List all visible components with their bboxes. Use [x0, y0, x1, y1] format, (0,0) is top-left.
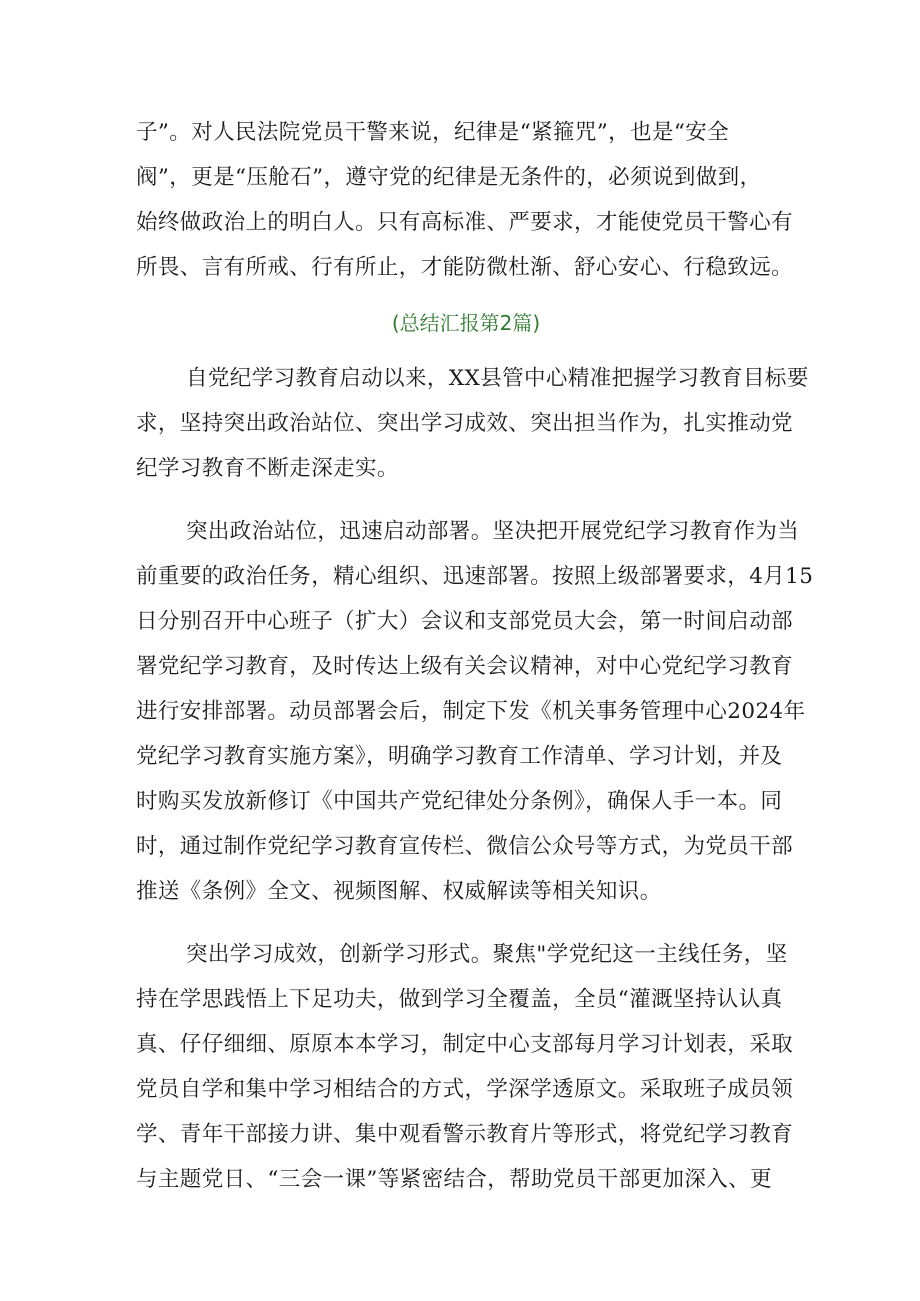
section-heading: (总结汇报第2篇) — [391, 311, 541, 335]
text-line: 所畏、言有所戒、行有所止，才能防微杜渐、舒心安心、行稳致远。 — [136, 255, 794, 280]
text-line: 与主题党日、“三会一课”等紧密结合，帮助党员干部更加深入、更 — [136, 1167, 772, 1192]
text-line: 进行安排部署。动员部署会后，制定下发《机关事务管理中心2024年 — [136, 699, 806, 724]
text-line: 求，坚持突出政治站位、突出学习成效、突出担当作为，扎实推动党 — [136, 411, 794, 436]
text-line: 始终做政治上的明白人。只有高标准、严要求，才能使党员干警心有 — [136, 210, 794, 235]
text-line: 日分别召开中心班子（扩大）会议和支部党员大会，第一时间启动部 — [136, 609, 794, 634]
text-line: 持在学思践悟上下足功夫，做到学习全覆盖，全员“灌溉坚持认认真 — [136, 987, 783, 1012]
text-line: 纪学习教育不断走深走实。 — [136, 456, 399, 481]
text-line: 推送《条例》全文、视频图解、权威解读等相关知识。 — [136, 879, 662, 904]
paragraph-continuation — [136, 110, 796, 290]
text-line: 党员自学和集中学习相结合的方式，学深学透原文。采取班子成员领 — [136, 1077, 794, 1102]
paragraph-learning-results — [136, 932, 796, 1202]
text-line: 党纪学习教育实施方案》，明确学习教育工作清单、学习计划，并及 — [136, 744, 783, 769]
text-line: 学、青年干部接力讲、集中观看警示教育片等形式，将党纪学习教育 — [136, 1122, 794, 1147]
document-page — [136, 110, 814, 1202]
text-line: 自党纪学习教育启动以来，XX县管中心精准把握学习教育目标要 — [186, 366, 809, 391]
text-line: 子”。对人民法院党员干警来说，纪律是“紧箍咒”，也是“安全 — [136, 120, 730, 145]
text-line: 署党纪学习教育，及时传达上级有关会议精神，对中心党纪学习教育 — [136, 654, 794, 679]
paragraph-intro — [136, 356, 809, 491]
text-line: 时购买发放新修订《中国共产党纪律处分条例》，确保人手一本。同 — [136, 789, 783, 814]
text-line: 阀”，更是“压舱石”，遵守党的纪律是无条件的，必须说到做到， — [136, 165, 762, 190]
text-line: 真、仔仔细细、原原本本学习，制定中心支部每月学习计划表，采取 — [136, 1032, 794, 1057]
paragraph-political-stance — [136, 509, 814, 914]
text-line: 前重要的政治任务，精心组织、迅速部署。按照上级部署要求，4月15 — [136, 564, 814, 589]
text-line: 时，通过制作党纪学习教育宣传栏、微信公众号等方式，为党员干部 — [136, 834, 794, 859]
text-line: 突出学习成效，创新学习形式。聚焦"学党纪这一主线任务，坚 — [186, 942, 788, 967]
paragraph-gap — [136, 914, 796, 932]
text-line: 突出政治站位，迅速启动部署。坚决把开展党纪学习教育作为当 — [186, 519, 800, 544]
paragraph-gap — [136, 491, 796, 509]
